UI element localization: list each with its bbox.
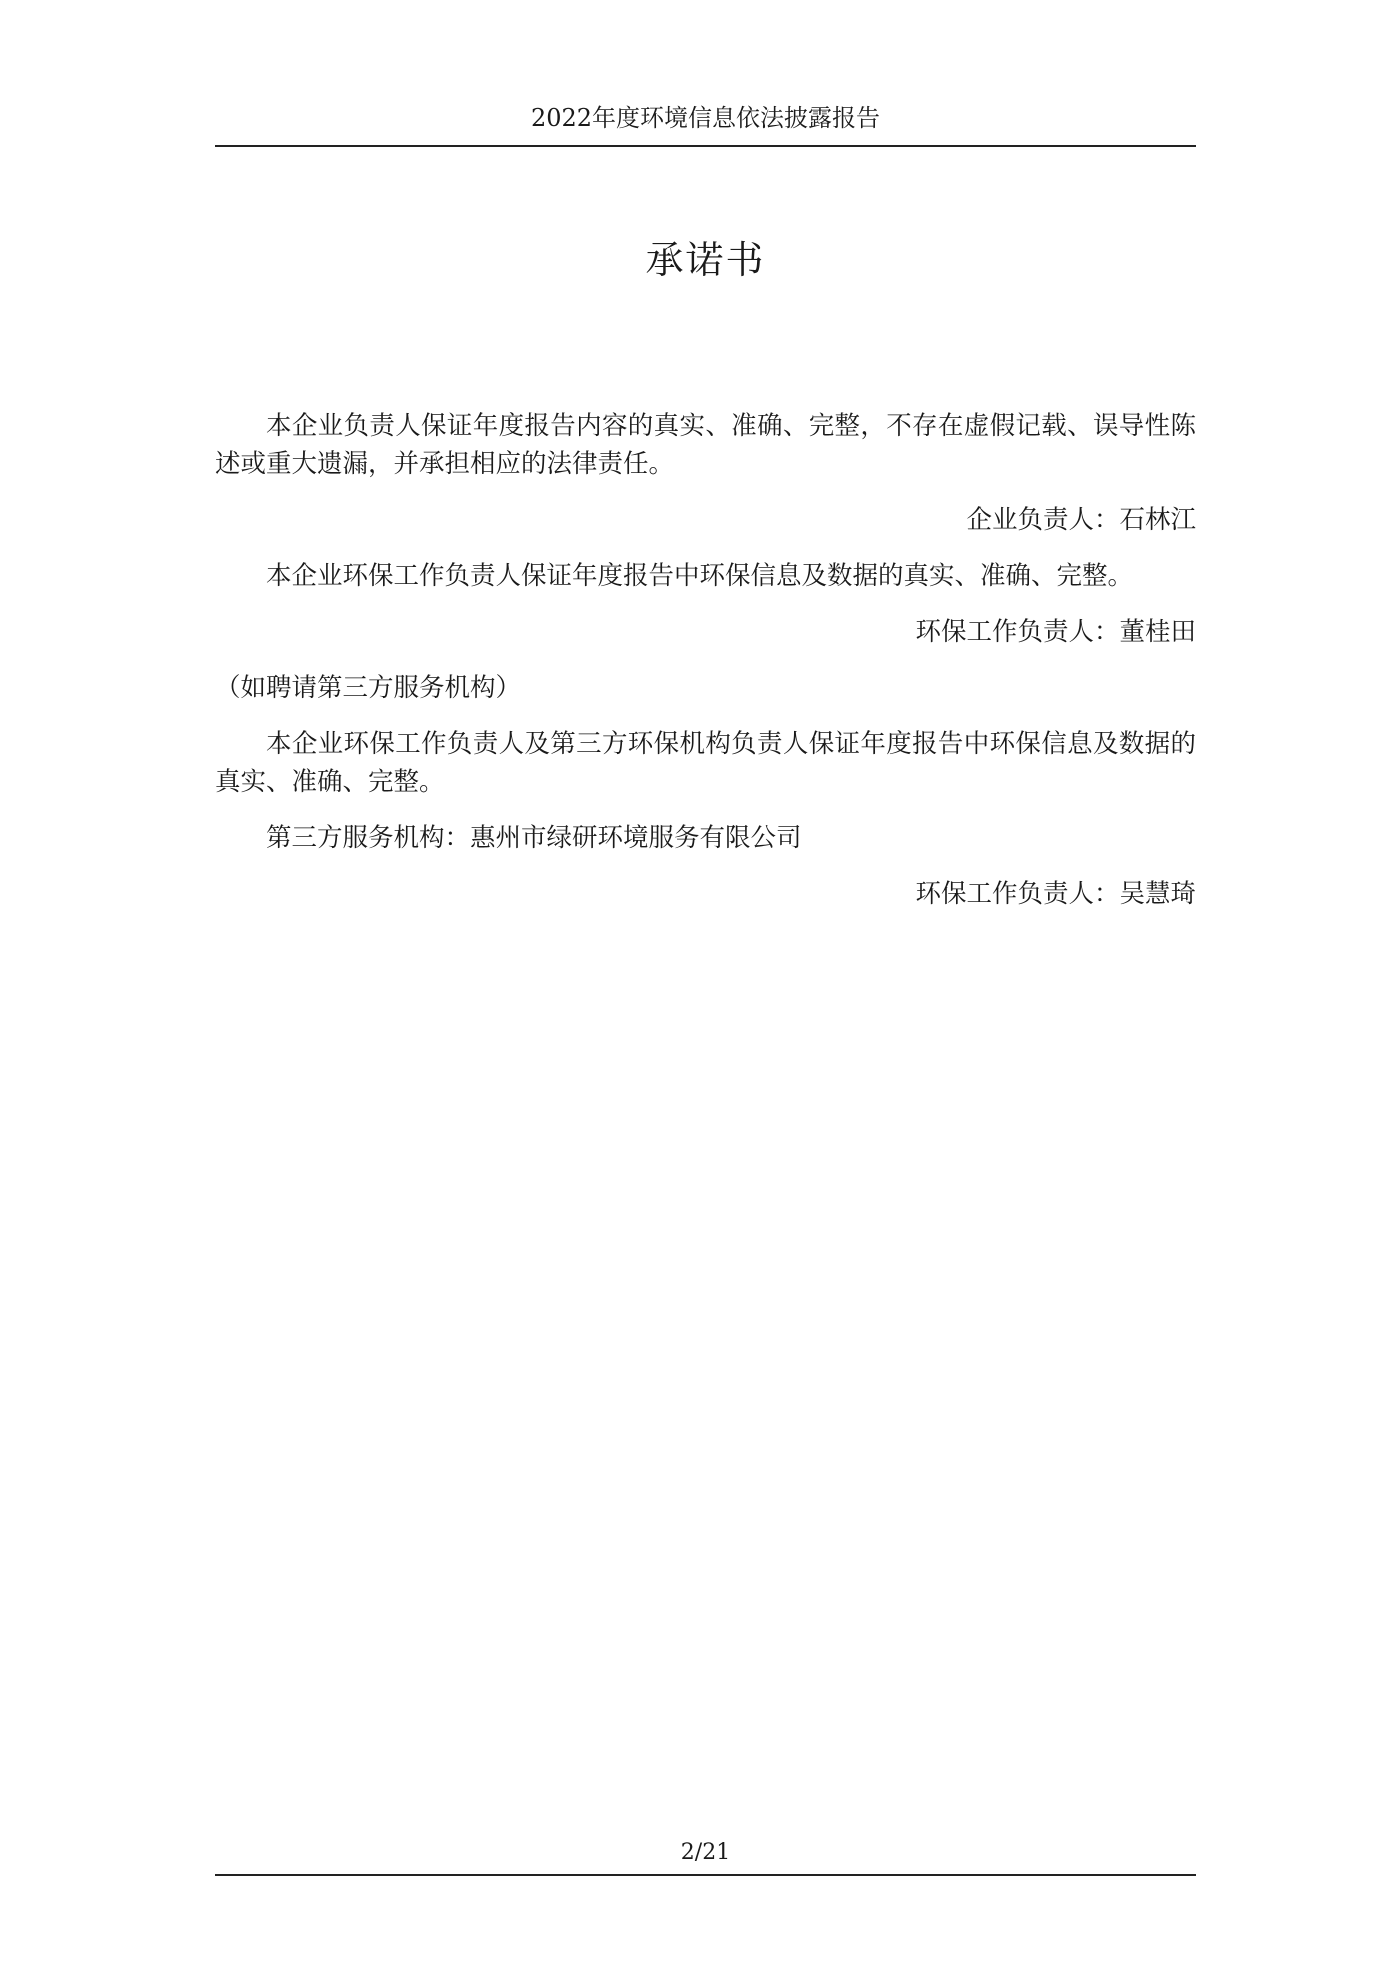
document-body	[215, 407, 1196, 931]
signature-third-party-head: 环保工作负责人：吴慧琦	[915, 879, 1196, 909]
header-divider	[215, 145, 1196, 147]
signature-enterprise-head: 企业负责人：石林江	[966, 505, 1196, 535]
footer-divider	[215, 1874, 1196, 1876]
page-number: 2/21	[680, 1840, 731, 1865]
commitment-paragraph-3: 本企业环保工作负责人及第三方环保机构负责人保证年度报告中环保信息及数据的真实、准确、完整。	[215, 729, 1196, 797]
third-party-agency: 第三方服务机构：惠州市绿研环境服务有限公司	[266, 823, 802, 853]
page-title: 承诺书	[645, 238, 766, 282]
commitment-paragraph-2: 本企业环保工作负责人保证年度报告中环保信息及数据的真实、准确、完整。	[266, 561, 1134, 591]
third-party-note: （如聘请第三方服务机构）	[215, 673, 522, 703]
signature-environment-head: 环保工作负责人：董桂田	[915, 617, 1196, 647]
commitment-paragraph-1: 本企业负责人保证年度报告内容的真实、准确、完整，不存在虚假记载、误导性陈述或重大遗漏，并承担相应的法律责任。	[215, 411, 1196, 479]
running-header: 2022年度环境信息依法披露报告	[530, 104, 881, 132]
